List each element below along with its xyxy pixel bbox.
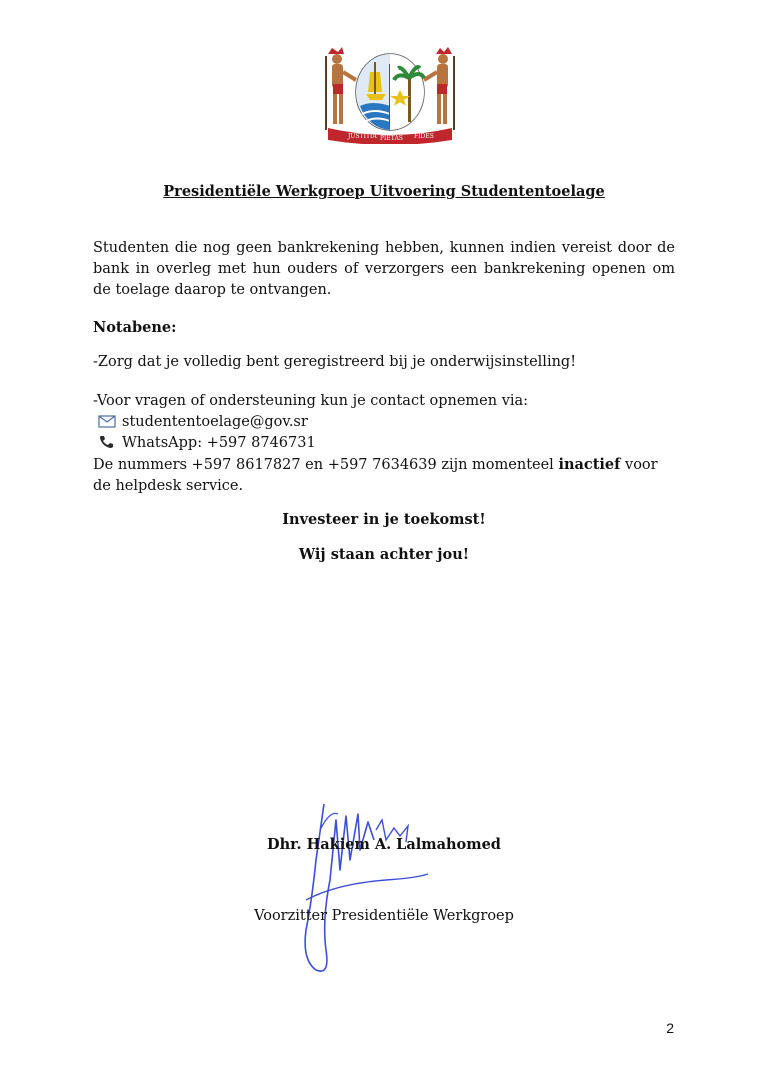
document-title: Presidentiële Werkgroep Uitvoering Studententoelage: [163, 183, 605, 200]
telephone-icon: [98, 435, 116, 449]
inactive-text-after: voor de helpdesk service.: [93, 457, 658, 494]
intro-paragraph: Studenten die nog geen bankrekening hebben, kunnen indien vereist door de bank in overleg met hun ouders of verzorgers een bankrekening openen om de toelage daarop te ontvangen.: [93, 240, 675, 298]
inactive-numbers-text: [93, 457, 658, 494]
contact-block: [93, 391, 675, 497]
shield: [356, 54, 424, 130]
signer-name: Dhr. Hakiem A. Lalmahomed: [267, 836, 501, 853]
notabene-heading: Notabene:: [93, 319, 177, 336]
coat-of-arms-emblem: [322, 44, 458, 144]
left-supporter-figure: [325, 47, 356, 130]
handwritten-signature: [286, 800, 436, 976]
right-supporter-figure: [424, 47, 455, 130]
contact-intro: -Voor vragen of ondersteuning kun je contact opnemen via:: [93, 393, 529, 409]
inactive-text-before: De nummers +597 8617827 en +597 7634639 zijn momenteel: [93, 457, 559, 473]
slogan-support: Wij staan achter jou!: [298, 546, 470, 563]
email-line: [93, 412, 675, 433]
svg-text:JUSTITIA: JUSTITIA: [348, 133, 377, 140]
svg-text:FIDES: FIDES: [414, 133, 434, 140]
email-address[interactable]: studententoelage@gov.sr: [122, 414, 308, 430]
inactive-word: inactief: [558, 456, 621, 473]
registration-note: -Zorg dat je volledig bent geregistreerd bij je onderwijsinstelling!: [93, 354, 577, 370]
slogan-invest: Investeer in je toekomst!: [282, 511, 486, 528]
page-number: 2: [666, 1020, 674, 1036]
svg-text:PIETAS: PIETAS: [380, 135, 403, 142]
whatsapp-line: [93, 433, 675, 454]
whatsapp-number: WhatsApp: +597 8746731: [122, 435, 316, 451]
signer-role: Voorzitter Presidentiële Werkgroep: [254, 908, 514, 924]
envelope-icon: [98, 414, 116, 428]
